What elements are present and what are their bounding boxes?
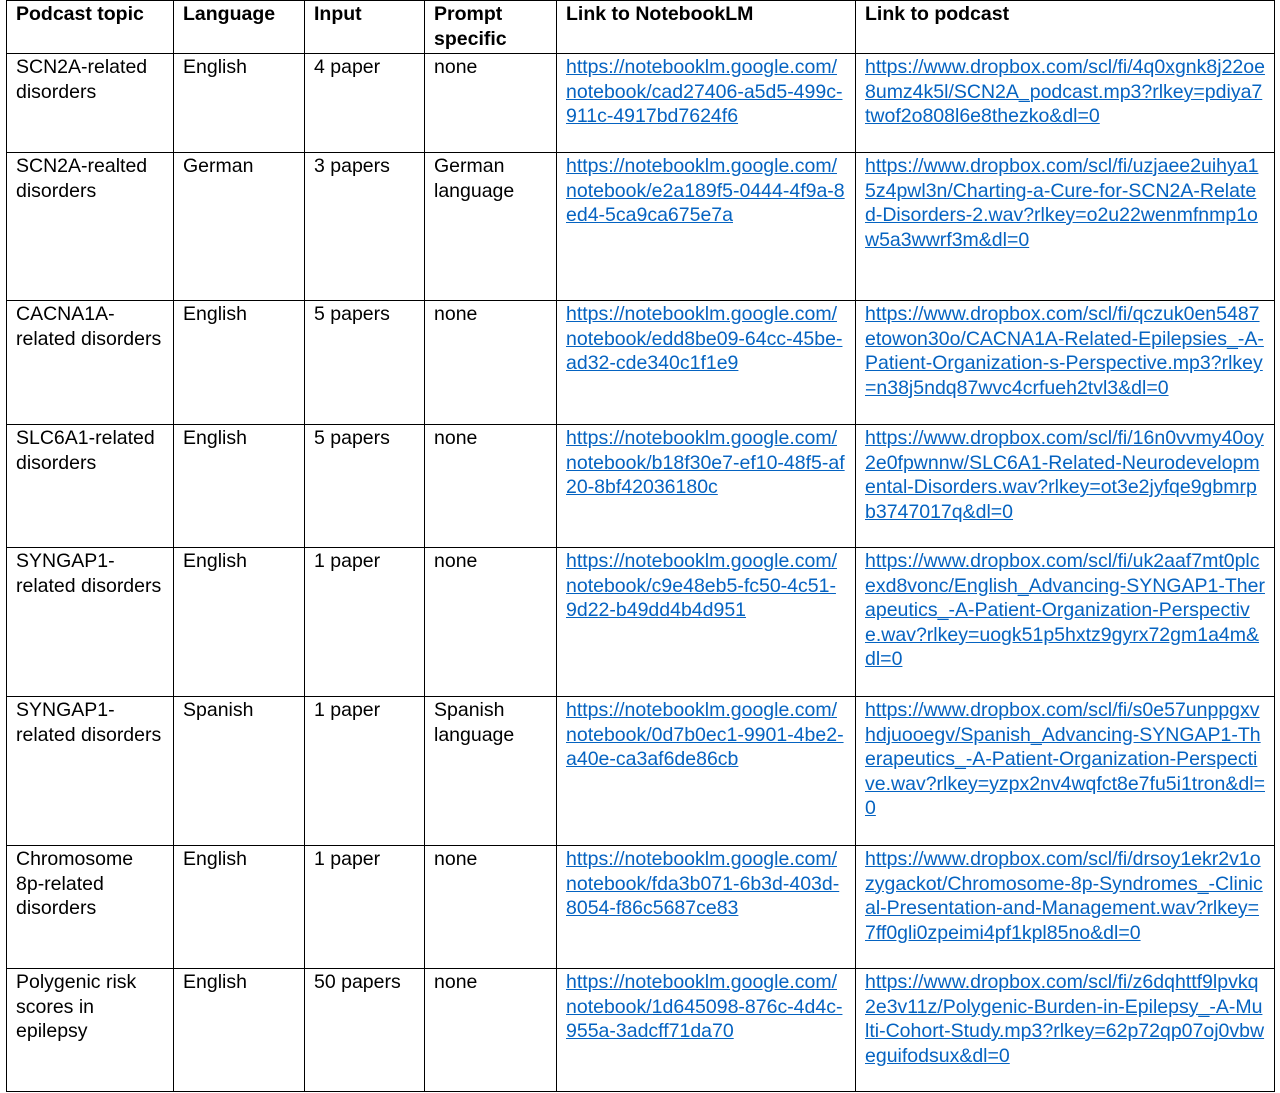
cell-input: 1 paper <box>305 697 425 846</box>
notebooklm-link[interactable]: https://notebooklm.google.com/notebook/fda3b071-6b3d-403d-8054-f86c5687ce83 <box>566 848 840 919</box>
cell-notebooklm <box>557 54 856 153</box>
podcast-link[interactable]: https://www.dropbox.com/scl/fi/z6dqhttf9lpvkq2e3v11z/Polygenic-Burden-in-Epilepsy_-A-Multi-Cohort-Study.mp3?rlkey=62p72qp07oj0vbweguifodsux&dl=0 <box>865 971 1265 1067</box>
cell-language: English <box>174 846 305 969</box>
cell-prompt: none <box>425 54 557 153</box>
cell-notebooklm <box>557 697 856 846</box>
table-header-row <box>7 1 1275 54</box>
cell-notebooklm <box>557 301 856 425</box>
table-row <box>7 153 1275 301</box>
cell-topic: SCN2A-realted disorders <box>7 153 174 301</box>
cell-topic: SYNGAP1-related disorders <box>7 697 174 846</box>
header-prompt-specific: Prompt specific <box>425 1 557 54</box>
cell-input: 4 paper <box>305 54 425 153</box>
cell-podcast <box>856 969 1275 1092</box>
cell-prompt: none <box>425 548 557 697</box>
table-row <box>7 697 1275 846</box>
cell-topic: SYNGAP1-related disorders <box>7 548 174 697</box>
table-row <box>7 301 1275 425</box>
cell-notebooklm <box>557 846 856 969</box>
cell-podcast <box>856 425 1275 548</box>
cell-input: 3 papers <box>305 153 425 301</box>
cell-language: English <box>174 969 305 1092</box>
cell-input: 5 papers <box>305 425 425 548</box>
podcast-link[interactable]: https://www.dropbox.com/scl/fi/uk2aaf7mt0plcexd8vonc/English_Advancing-SYNGAP1-Therapeutics_-A-Patient-Organization-Perspective.wav?rlkey=uogk51p5hxtz9gyrx72gm1a4m&dl=0 <box>865 550 1265 670</box>
cell-podcast <box>856 54 1275 153</box>
cell-input: 1 paper <box>305 548 425 697</box>
podcast-link[interactable]: https://www.dropbox.com/scl/fi/drsoy1ekr2v1ozygackot/Chromosome-8p-Syndromes_-Clinical-Presentation-and-Management.wav?rlkey=7ff0gli0zpeimi4pf1kpl85no&dl=0 <box>865 848 1263 944</box>
cell-podcast <box>856 697 1275 846</box>
notebooklm-link[interactable]: https://notebooklm.google.com/notebook/b18f30e7-ef10-48f5-af20-8bf42036180c <box>566 427 845 498</box>
cell-language: English <box>174 425 305 548</box>
cell-language: Spanish <box>174 697 305 846</box>
cell-topic: Polygenic risk scores in epilepsy <box>7 969 174 1092</box>
cell-topic: Chromosome 8p-related disorders <box>7 846 174 969</box>
table-row <box>7 425 1275 548</box>
podcast-link[interactable]: https://www.dropbox.com/scl/fi/16n0vvmy40oy2e0fpwnnw/SLC6A1-Related-Neurodevelopmental-Disorders.wav?rlkey=ot3e2jyfqe9gbmrpb3747017q&dl=0 <box>865 427 1264 523</box>
cell-input: 50 papers <box>305 969 425 1092</box>
table-row <box>7 54 1275 153</box>
podcast-link[interactable]: https://www.dropbox.com/scl/fi/4q0xgnk8j22oe8umz4k5l/SCN2A_podcast.mp3?rlkey=pdiya7twof2o808l6e8thezko&dl=0 <box>865 56 1265 127</box>
notebooklm-link[interactable]: https://notebooklm.google.com/notebook/edd8be09-64cc-45be-ad32-cde340c1f1e9 <box>566 303 843 374</box>
header-link-podcast: Link to podcast <box>856 1 1275 54</box>
header-link-notebooklm: Link to NotebookLM <box>557 1 856 54</box>
header-language: Language <box>174 1 305 54</box>
cell-input: 5 papers <box>305 301 425 425</box>
cell-notebooklm <box>557 548 856 697</box>
cell-language: English <box>174 54 305 153</box>
cell-language: English <box>174 301 305 425</box>
table-row <box>7 969 1275 1092</box>
cell-podcast <box>856 301 1275 425</box>
cell-prompt: Spanish language <box>425 697 557 846</box>
cell-podcast <box>856 548 1275 697</box>
notebooklm-link[interactable]: https://notebooklm.google.com/notebook/c9e48eb5-fc50-4c51-9d22-b49dd4b4d951 <box>566 550 837 621</box>
cell-topic: SLC6A1-related disorders <box>7 425 174 548</box>
cell-language: English <box>174 548 305 697</box>
podcast-table <box>6 0 1275 1092</box>
cell-notebooklm <box>557 425 856 548</box>
cell-language: German <box>174 153 305 301</box>
cell-prompt: none <box>425 969 557 1092</box>
cell-notebooklm <box>557 969 856 1092</box>
cell-prompt: none <box>425 425 557 548</box>
cell-podcast <box>856 846 1275 969</box>
podcast-link[interactable]: https://www.dropbox.com/scl/fi/uzjaee2uihya15z4pwl3n/Charting-a-Cure-for-SCN2A-Related-Disorders-2.wav?rlkey=o2u22wenmfnmp1ow5a3wwrf3m&dl=0 <box>865 155 1259 251</box>
cell-topic: SCN2A-related disorders <box>7 54 174 153</box>
cell-input: 1 paper <box>305 846 425 969</box>
notebooklm-link[interactable]: https://notebooklm.google.com/notebook/cad27406-a5d5-499c-911c-4917bd7624f6 <box>566 56 843 127</box>
cell-prompt: German language <box>425 153 557 301</box>
notebooklm-link[interactable]: https://notebooklm.google.com/notebook/e2a189f5-0444-4f9a-8ed4-5ca9ca675e7a <box>566 155 845 226</box>
header-input: Input <box>305 1 425 54</box>
cell-notebooklm <box>557 153 856 301</box>
cell-podcast <box>856 153 1275 301</box>
podcast-link[interactable]: https://www.dropbox.com/scl/fi/qczuk0en5487etowon30o/CACNA1A-Related-Epilepsies_-A-Patient-Organization-s-Perspective.mp3?rlkey=n38j5ndq87wvc4crfueh2tvl3&dl=0 <box>865 303 1264 399</box>
podcast-link[interactable]: https://www.dropbox.com/scl/fi/s0e57unppgxvhdjuooegv/Spanish_Advancing-SYNGAP1-Therapeutics_-A-Patient-Organization-Perspective.wav?rlkey=yzpx2nv4wqfct8e7fu5i1tron&dl=0 <box>865 699 1265 819</box>
cell-topic: CACNA1A-related disorders <box>7 301 174 425</box>
notebooklm-link[interactable]: https://notebooklm.google.com/notebook/0d7b0ec1-9901-4be2-a40e-ca3af6de86cb <box>566 699 844 770</box>
cell-prompt: none <box>425 846 557 969</box>
header-podcast-topic: Podcast topic <box>7 1 174 54</box>
cell-prompt: none <box>425 301 557 425</box>
table-row <box>7 846 1275 969</box>
table-row <box>7 548 1275 697</box>
notebooklm-link[interactable]: https://notebooklm.google.com/notebook/1d645098-876c-4d4c-955a-3adcff71da70 <box>566 971 843 1042</box>
